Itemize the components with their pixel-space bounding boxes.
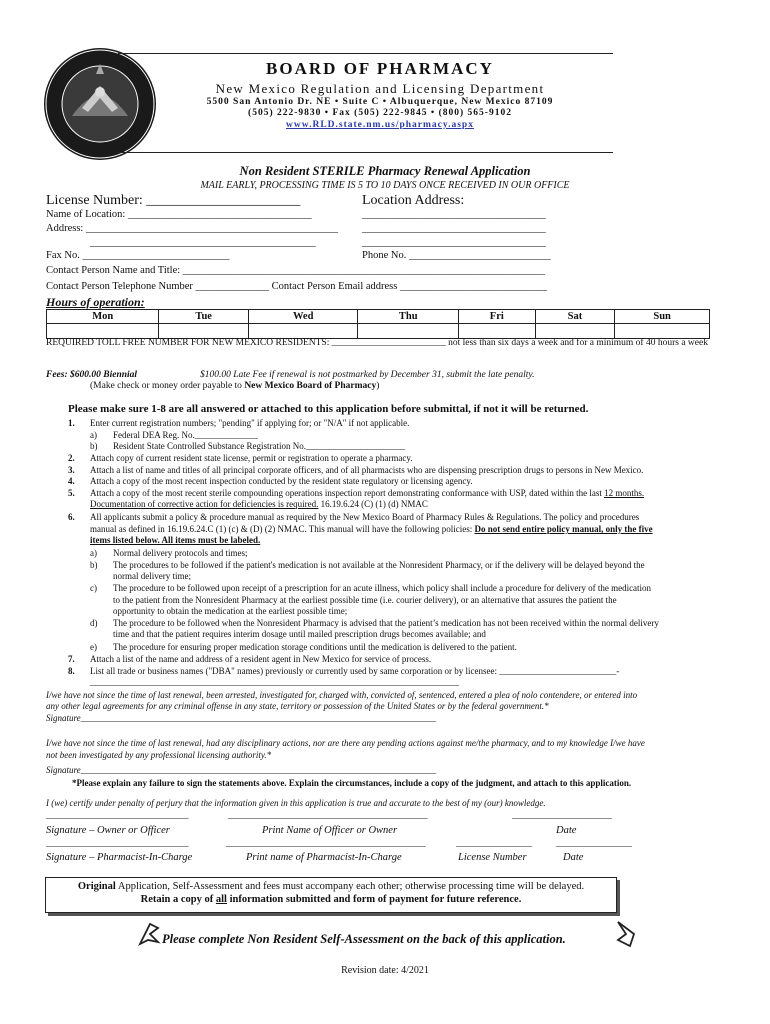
- officer-name-label: Print Name of Officer or Owner: [262, 825, 398, 836]
- policy-c-cont: to the patient from the Nonresident Pharmacy at the earliest possible time (i.e. courier delivery), or an alternative that assures the patient the: [113, 595, 617, 605]
- board-title: BOARD OF PHARMACY: [266, 59, 494, 78]
- sub-label: c): [90, 583, 97, 593]
- state-seal-logo: [42, 46, 158, 162]
- pic-name-line[interactable]: __________________________________________: [226, 839, 426, 849]
- hours-table: [46, 309, 710, 339]
- instruction-5-cont: Documentation of corrective action for deficiencies is required. 16.19.6.24 (C) (1) (d) NMAC: [90, 499, 428, 509]
- owner-signature-line[interactable]: ______________________________: [46, 811, 189, 821]
- address-field[interactable]: Address: ________________________________________________: [46, 223, 338, 234]
- mail-note: MAIL EARLY, PROCESSING TIME IS 5 TO 10 DAYS ONCE RECEIVED IN OUR OFFICE: [200, 180, 570, 191]
- location-address-line3[interactable]: ___________________________________: [362, 237, 546, 248]
- item-number: 4.: [68, 476, 75, 486]
- sub-label: a): [90, 548, 97, 558]
- pointing-arrow-icon: [612, 918, 638, 950]
- instruction-5: Attach a copy of the most recent sterile compounding operations inspection report demonstrating conformance with USP, dated within the last 12 months.: [90, 488, 645, 498]
- day-header: Wed: [249, 310, 358, 324]
- sub-label: e): [90, 642, 97, 652]
- policy-c: The procedure to be followed upon receipt of a prescription for an acute illness, which policy shall include a procedure for delivery of the medication: [113, 583, 652, 593]
- instruction-2: Attach copy of current resident state license, permit or registration to operate a pharmacy.: [90, 453, 413, 463]
- late-fee-note: $100.00 Late Fee if renewal is not postmarked by December 31, submit the late penalty.: [200, 370, 535, 380]
- instruction-4: Attach a copy of the most recent inspection conducted by the resident state regulatory or licensing agency.: [90, 476, 473, 486]
- header-rule-bottom: [118, 152, 613, 153]
- notice-line-1: Original Application, Self-Assessment and fees must accompany each other; otherwise processing time will be delayed.: [77, 881, 585, 892]
- sub-label: a): [90, 430, 97, 440]
- item-number: 3.: [68, 465, 75, 475]
- policy-e: The procedure for ensuring proper medication storage conditions until the medication is delivered to the patient.: [113, 642, 517, 652]
- item-number: 2.: [68, 453, 75, 463]
- instruction-3: Attach a list of name and titles of all principal corporate officers, and of all pharmacists who are dispensing prescription drugs to persons in New Mexico.: [90, 465, 644, 475]
- contact-phone-email-field[interactable]: Contact Person Telephone Number ______________ Contact Person Email address ____________________________: [46, 281, 547, 292]
- office-phones: (505) 222-9830 • Fax (505) 222-9845 • (800) 565-9102: [248, 108, 512, 118]
- toll-free-field[interactable]: REQUIRED TOLL FREE NUMBER FOR NEW MEXICO RESIDENTS: ________________________ not less than six days a week and for a minimum of 40 hours a week: [46, 338, 708, 348]
- policy-c-cont2: opportunity to obtain the medication at the earliest possible time;: [113, 606, 348, 616]
- day-header: Mon: [47, 310, 159, 324]
- day-header: Thu: [358, 310, 459, 324]
- item-number: 6.: [68, 512, 75, 522]
- sub-label: b): [90, 560, 98, 570]
- policy-d: The procedure to be followed when the Nonresident Pharmacy is advised that the patient’s medication has not been received within the normal delivery: [113, 618, 659, 628]
- policy-a: Normal delivery protocols and times;: [113, 548, 248, 558]
- contact-name-field[interactable]: Contact Person Name and Title: _____________________________________________________________________: [46, 265, 546, 276]
- pic-name-label: Print name of Pharmacist-In-Charge: [246, 852, 402, 863]
- declaration-criminal: I/we have not since the time of last renewal, been arrested, investigated for, charged with, convicted of, sentenced, entered a plea of nolo contendere, or entered into: [46, 690, 638, 700]
- license-number-line[interactable]: ________________: [456, 839, 532, 849]
- website-link[interactable]: www.RLD.state.nm.us/pharmacy.aspx: [286, 120, 474, 130]
- criminal-signature-field[interactable]: Signature_______________________________________________________________________________: [46, 713, 437, 723]
- license-number-field[interactable]: License Number: ______________________: [46, 193, 301, 208]
- day-header: Sat: [535, 310, 615, 324]
- instruction-1: Enter current registration numbers; "pending" if applying for; or "N/A" if not applicable.: [90, 418, 410, 428]
- address-field-line2[interactable]: ___________________________________________: [90, 237, 316, 248]
- item-number: 7.: [68, 654, 75, 664]
- date2-label: Date: [563, 852, 584, 863]
- sub-label: b): [90, 441, 98, 451]
- item-number: 8.: [68, 666, 75, 676]
- self-assessment-note: Please complete Non Resident Self-Assessment on the back of this application.: [162, 932, 566, 946]
- instruction-6-note: items listed below. All items must be labeled.: [90, 535, 261, 545]
- check-note: (Make check or money order payable to New Mexico Board of Pharmacy): [90, 381, 380, 391]
- officer-name-line[interactable]: __________________________________________: [228, 811, 428, 821]
- declaration-criminal-cont: any other legal agreements for any criminal offense in any state, territory or possession of the United States or by the federal government.*: [46, 701, 549, 711]
- fax-field[interactable]: Fax No. ____________________________: [46, 250, 230, 261]
- revision-date: Revision date: 4/2021: [341, 965, 429, 976]
- form-title: Non Resident STERILE Pharmacy Renewal Application: [239, 164, 531, 178]
- pic-signature-label: Signature – Pharmacist-In-Charge: [46, 852, 193, 863]
- declaration-disciplinary: I/we have not since the time of last renewal, had any disciplinary actions, nor are there any pending actions against me/the pharmacy, and to my knowledge I/we have: [46, 738, 645, 748]
- license-number-label: License Number: [458, 852, 527, 863]
- declaration-disciplinary-cont: not been investigated by any professional licensing authority.*: [46, 750, 272, 760]
- hours-label: Hours of operation:: [46, 295, 145, 309]
- office-address: 5500 San Antonio Dr. NE • Suite C • Albuquerque, New Mexico 87109: [206, 97, 554, 107]
- notice-box: [45, 877, 617, 913]
- certification-statement: I (we) certify under penalty of perjury that the information given in this application is true and accurate to the best of my (our) knowledge.: [46, 798, 546, 808]
- dba-names-field[interactable]: List all trade or business names ("DBA" names) previously or currently used by same corporation or by licensee: __________________________-: [90, 666, 620, 676]
- location-name-field[interactable]: Name of Location: ___________________________________: [46, 209, 312, 220]
- date1-line[interactable]: _____________________: [512, 811, 612, 821]
- disciplinary-signature-field[interactable]: Signature_______________________________________________________________________________: [46, 765, 437, 775]
- item-number: 5.: [68, 488, 75, 498]
- department-name: New Mexico Regulation and Licensing Department: [215, 81, 545, 96]
- location-address-label: Location Address:: [362, 193, 465, 208]
- location-address-line1[interactable]: ___________________________________: [362, 209, 546, 220]
- policy-b-cont: normal delivery time;: [113, 571, 191, 581]
- pointing-arrow-icon: [136, 920, 162, 950]
- dea-reg-field[interactable]: Federal DEA Reg. No.______________: [113, 430, 258, 440]
- instruction-6: All applicants submit a policy & procedure manual as required by the New Mexico Board of Pharmacy Rules & Regulations. The policy and procedures: [90, 512, 640, 522]
- instruction-6-cont: manual as defined in 16.19.6.24.C (1) (c) & (D) (2) NMAC. This manual will have the following policies: Do not send entire policy manual, only the five: [90, 524, 653, 534]
- fees-label: Fees: $600.00 Biennial: [46, 370, 138, 380]
- state-cs-reg-field[interactable]: Resident State Controlled Substance Registration No.______________________: [113, 441, 405, 451]
- dba-names-line[interactable]: __________________________________________________________________________________: [90, 677, 459, 687]
- phone-field[interactable]: Phone No. ___________________________: [362, 250, 551, 261]
- instruction-7: Attach a list of the name and address of a resident agent in New Mexico for service of process.: [90, 654, 432, 664]
- policy-b: The procedures to be followed if the patient's medication is not available at the Nonresident Pharmacy, or if the delivery will be delayed beyond the: [113, 560, 645, 570]
- pic-signature-line[interactable]: ______________________________: [46, 839, 189, 849]
- location-address-line2[interactable]: ___________________________________: [362, 223, 546, 234]
- owner-signature-label: Signature – Owner or Officer: [46, 825, 170, 836]
- explain-note: *Please explain any failure to sign the statements above. Explain the circumstances, include a copy of the judgment, and attach to this application.: [72, 778, 632, 788]
- sub-label: d): [90, 618, 98, 628]
- date1-label: Date: [556, 825, 577, 836]
- date2-line[interactable]: ________________: [556, 839, 632, 849]
- policy-d-cont: time and that the patient requires interim dosage until mailed prescription drugs becomes available; and: [113, 629, 486, 639]
- header-rule-top: [118, 53, 613, 54]
- instructions-heading: Please make sure 1-8 are all answered or attached to this application before submittal, if not it will be returned.: [68, 403, 589, 415]
- day-header: Tue: [159, 310, 249, 324]
- day-header: Fri: [458, 310, 535, 324]
- item-number: 1.: [68, 418, 75, 428]
- notice-line-2: Retain a copy of all information submitted and form of payment for future reference.: [140, 894, 522, 905]
- day-header: Sun: [615, 310, 710, 324]
